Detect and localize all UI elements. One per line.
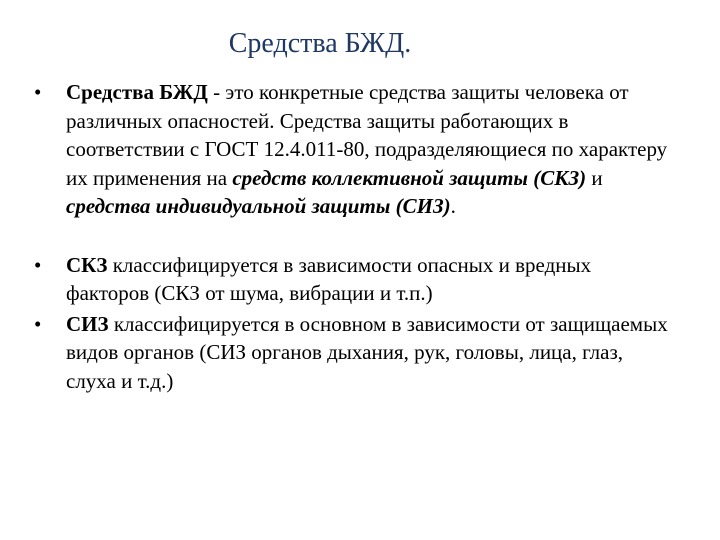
siz-description: классифицируется в основном в зависимости от защищаемых видов органов (СИЗ органов дыхания, рук, головы, лица, глаз, слуха и т.д.) xyxy=(66,311,668,393)
bullet-list xyxy=(30,78,690,395)
emphasis-individual-protection: средства индивидуальной защиты (СИЗ) xyxy=(66,194,451,218)
emphasis-collective-protection: средств коллективной защиты (СКЗ) xyxy=(232,165,587,190)
period-text: . xyxy=(450,194,456,218)
skz-description: классифицируется в зависимости опасных и вредных факторов (СКЗ от шума, вибрации и т.п.) xyxy=(66,252,592,305)
bullet-item-skz xyxy=(30,251,676,308)
bullet-icon: • xyxy=(34,80,42,104)
bullet-item-bzhd-means xyxy=(30,78,676,221)
bullet-icon: • xyxy=(34,252,42,277)
conjunction-text: и xyxy=(586,165,603,190)
bullet-icon: • xyxy=(34,311,42,336)
term-siz: СИЗ xyxy=(66,311,109,336)
slide-title: Средства БЖД. xyxy=(228,28,412,59)
definition-text: - это конкретные средства защиты человека от различных опасностей. Средства защиты работающих в соответствии с ГОСТ 12.4.011-80, подразделяющиеся по характеру их применения на xyxy=(66,80,668,190)
term-skz: СКЗ xyxy=(66,252,108,277)
term-bzhd-means: Средства БЖД xyxy=(66,80,208,104)
bullet-item-siz xyxy=(30,310,676,396)
